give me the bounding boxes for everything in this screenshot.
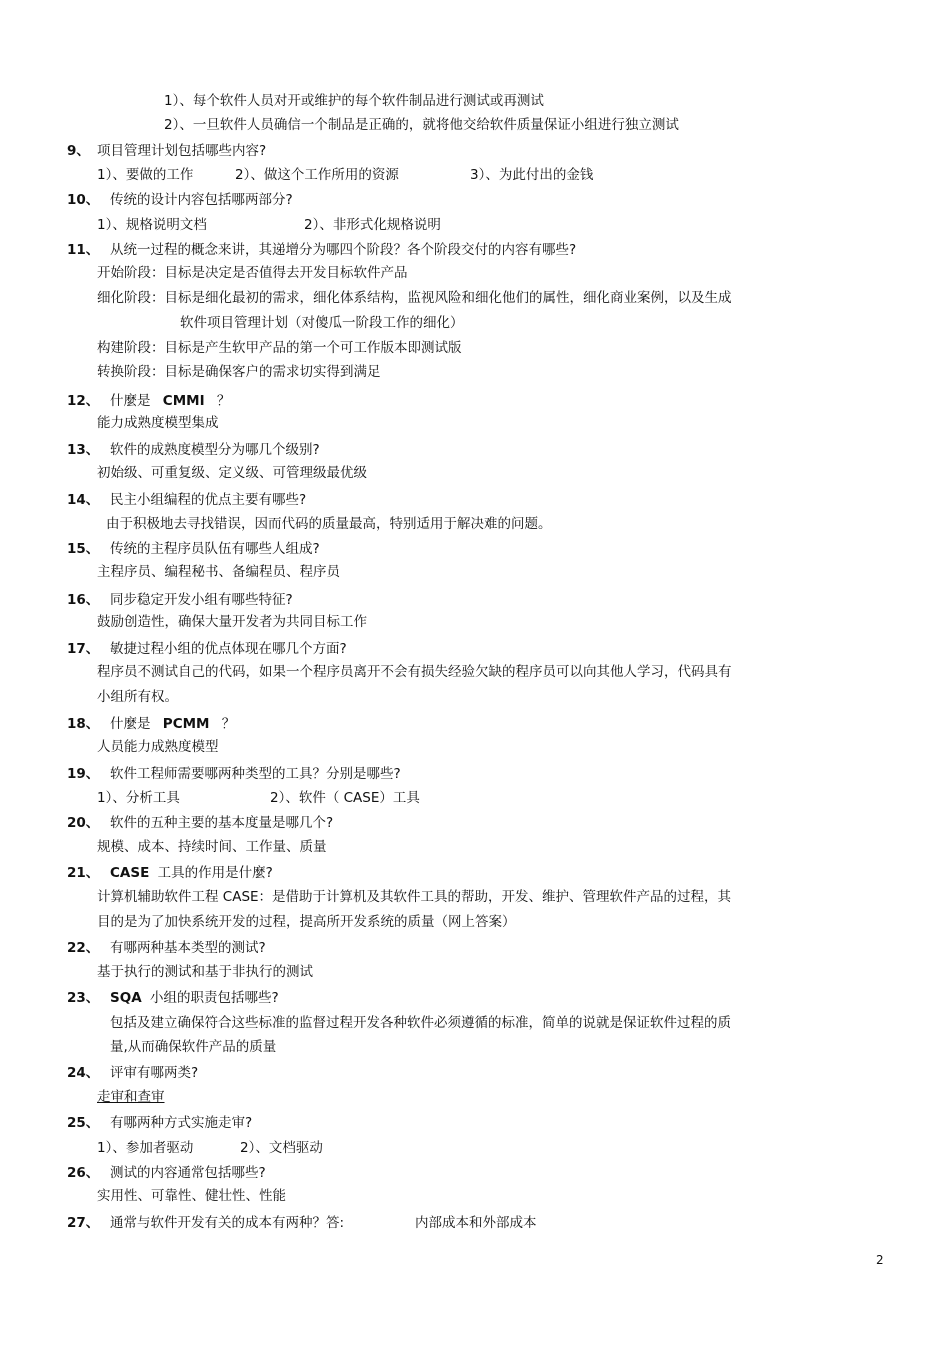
question-text: 软件工程师需要哪两种类型的工具？分别是哪些? — [110, 766, 401, 782]
question-text: 评审有哪两类? — [110, 1065, 199, 1081]
answer-line: 走审和查审 — [97, 1089, 165, 1105]
question-text — [110, 990, 279, 1006]
question-text — [110, 716, 235, 732]
answer-line: 量,从而确保软件产品的质量 — [110, 1039, 277, 1055]
question-number: 21、 — [67, 865, 100, 881]
question-mark: ？ — [221, 716, 236, 732]
question-text: 有哪两种基本类型的测试? — [110, 940, 266, 956]
question-text: 从统一过程的概念来讲，其递增分为哪四个阶段？各个阶段交付的内容有哪些? — [110, 242, 577, 258]
answer-line: 1）、分析工具 — [97, 790, 180, 806]
question-number: 24、 — [67, 1065, 100, 1081]
answer-line: 小组所有权。 — [97, 689, 178, 705]
question-mark: ？ — [216, 393, 231, 409]
answer-line: 开始阶段：目标是决定是否值得去开发目标软件产品 — [97, 265, 408, 281]
answer-line: 由于积极地去寻找错误，因而代码的质量最高，特别适用于解决难的问题。 — [106, 516, 552, 532]
question-number: 15、 — [67, 541, 100, 557]
answer-line: 3）、为此付出的金钱 — [470, 167, 594, 183]
answer-line: 内部成本和外部成本 — [415, 1215, 537, 1231]
question-text-part: 小组的职责包括哪些? — [149, 990, 279, 1006]
answer-line: 鼓励创造性，确保大量开发者为共同目标工作 — [97, 614, 367, 630]
question-number: 26、 — [67, 1165, 100, 1181]
question-text — [110, 393, 230, 409]
question-number: 10、 — [67, 192, 100, 208]
question-number: 20、 — [67, 815, 100, 831]
question-number: 22、 — [67, 940, 100, 956]
question-number: 9、 — [67, 143, 90, 159]
question-text — [110, 865, 273, 881]
answer-line: 细化阶段：目标是细化最初的需求，细化体系结构，监视风险和细化他们的属性，细化商业案例，以及生成 — [97, 290, 732, 306]
answer-line: 1）、参加者驱动 — [97, 1140, 194, 1156]
answer-line: 2）、文档驱动 — [240, 1140, 323, 1156]
term-sqa: SQA — [110, 990, 142, 1006]
question-number: 11、 — [67, 242, 100, 258]
question-text: 软件的成熟度模型分为哪几个级别? — [110, 442, 320, 458]
question-number: 27、 — [67, 1215, 100, 1231]
question-number: 16、 — [67, 592, 100, 608]
term-cmmi: CMMI — [162, 393, 205, 409]
answer-line: 能力成熟度模型集成 — [97, 415, 219, 431]
answer-line: 基于执行的测试和基于非执行的测试 — [97, 964, 313, 980]
question-text: 软件的五种主要的基本度量是哪几个? — [110, 815, 334, 831]
answer-line: 主程序员、编程秘书、备编程员、程序员 — [97, 564, 340, 580]
question-number: 17、 — [67, 641, 100, 657]
answer-line: 程序员不测试自己的代码，如果一个程序员离开不会有损失经验欠缺的程序员可以向其他人学习，代码具有 — [97, 664, 732, 680]
question-text: 同步稳定开发小组有哪些特征? — [110, 592, 293, 608]
answer-line: 人员能力成熟度模型 — [97, 739, 219, 755]
answer-line: 包括及建立确保符合这些标准的监督过程开发各种软件必须遵循的标准，简单的说就是保证软件过程的质 — [110, 1015, 731, 1031]
answer-line: 转换阶段：目标是确保客户的需求切实得到满足 — [97, 364, 381, 380]
question-text: 项目管理计划包括哪些内容? — [97, 143, 267, 159]
answer-line: 规模、成本、持续时间、工作量、质量 — [97, 839, 327, 855]
answer-line: 2）、一旦软件人员确信一个制品是正确的，就将他交给软件质量保证小组进行独立测试 — [164, 117, 679, 133]
answer-line: 1）、要做的工作 — [97, 167, 194, 183]
question-number: 13、 — [67, 442, 100, 458]
question-number: 18、 — [67, 716, 100, 732]
answer-line: 构建阶段：目标是产生软甲产品的第一个可工作版本即测试版 — [97, 340, 462, 356]
answer-line: 2）、非形式化规格说明 — [304, 217, 441, 233]
answer-line: 计算机辅助软件工程 CASE：是借助于计算机及其软件工具的帮助，开发、维护、管理软件产品的过程，其 — [97, 889, 732, 905]
question-number: 25、 — [67, 1115, 100, 1131]
question-text: 传统的设计内容包括哪两部分? — [110, 192, 293, 208]
answer-line: 软件项目管理计划（对傻瓜一阶段工作的细化） — [180, 315, 464, 331]
question-text: 有哪两种方式实施走审? — [110, 1115, 253, 1131]
question-text: 传统的主程序员队伍有哪些人组成? — [110, 541, 320, 557]
question-text-part: 什麼是 — [110, 393, 151, 409]
answer-line: 1）、每个软件人员对开或维护的每个软件制品进行测试或再测试 — [164, 93, 544, 109]
answer-line: 目的是为了加快系统开发的过程，提高所开发系统的质量（网上答案） — [97, 914, 516, 930]
question-text-part: 什麼是 — [110, 716, 151, 732]
question-number: 19、 — [67, 766, 100, 782]
question-text-part: 工具的作用是什麼? — [157, 865, 273, 881]
question-text: 测试的内容通常包括哪些? — [110, 1165, 266, 1181]
term-case: CASE — [110, 865, 150, 881]
answer-line: 初始级、可重复级、定义级、可管理级最优级 — [97, 465, 367, 481]
question-text: 敏捷过程小组的优点体现在哪几个方面? — [110, 641, 347, 657]
question-text: 通常与软件开发有关的成本有两种？答: — [110, 1215, 345, 1231]
answer-line: 实用性、可靠性、健壮性、性能 — [97, 1188, 286, 1204]
answer-line: 1）、规格说明文档 — [97, 217, 207, 233]
answer-line: 2）、软件（ CASE）工具 — [270, 790, 420, 806]
question-number: 12、 — [67, 393, 100, 409]
question-number: 14、 — [67, 492, 100, 508]
term-pcmm: PCMM — [162, 716, 210, 732]
page-number: 2 — [876, 1253, 884, 1267]
question-text: 民主小组编程的优点主要有哪些? — [110, 492, 307, 508]
question-number: 23、 — [67, 990, 100, 1006]
answer-line: 2）、做这个工作所用的资源 — [235, 167, 399, 183]
